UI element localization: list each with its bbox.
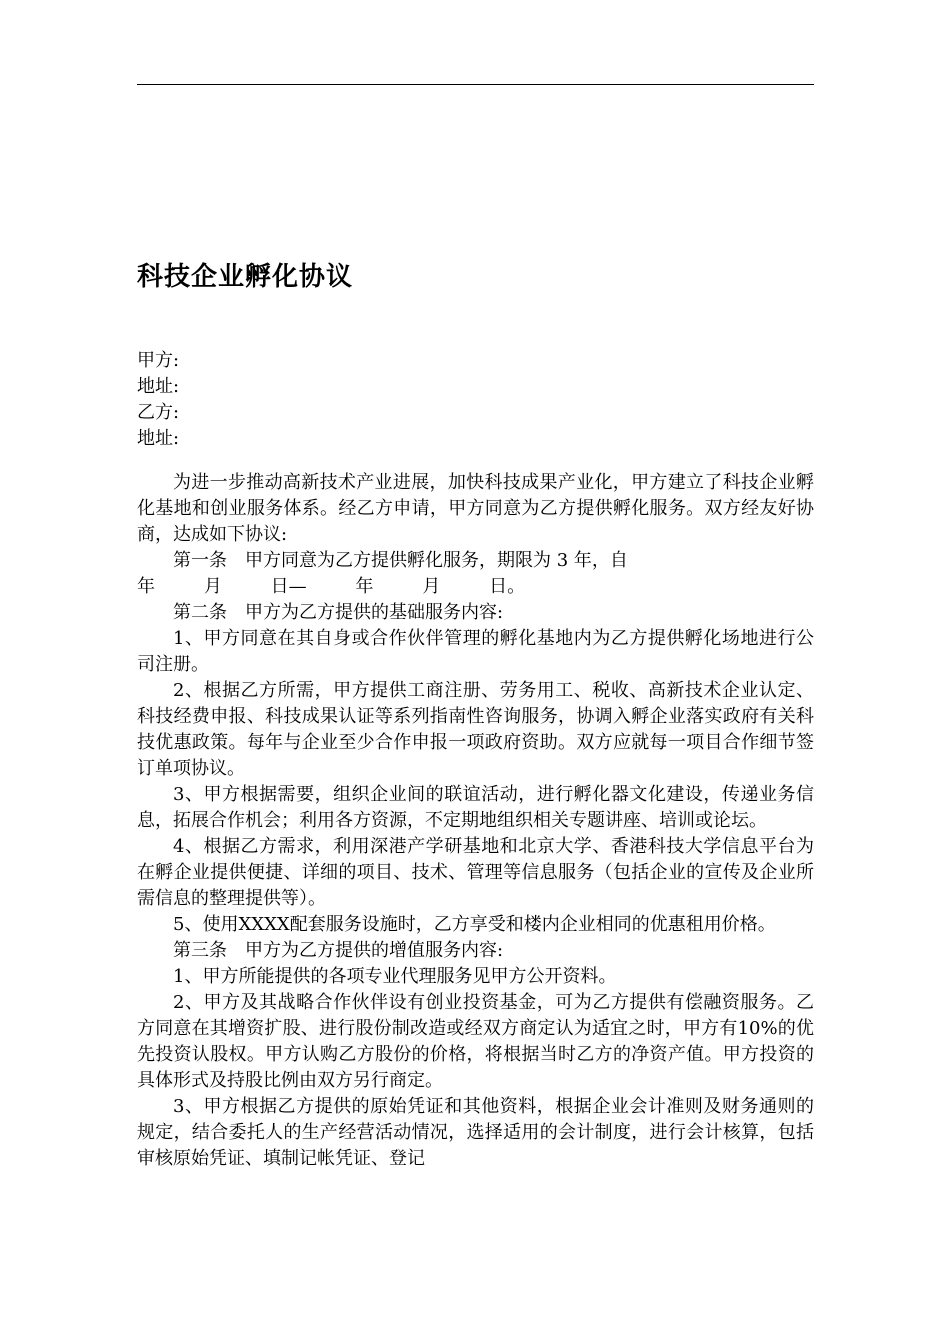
parties-block <box>137 348 179 452</box>
intro-paragraph: 为进一步推动高新技术产业进展，加快科技成果产业化，甲方建立了科技企业孵化基地和创业服务体系。经乙方申请，甲方同意为乙方提供孵化服务。双方经友好协商，达成如下协议: <box>137 472 814 545</box>
party-b-address-label: 地址: <box>137 428 180 449</box>
party-a-label: 甲方: <box>137 350 180 371</box>
article-3-item-2: 2、甲方及其战略合作伙伴设有创业投资基金，可为乙方提供有偿融资服务。乙方同意在其增资扩股、进行股份制改造或经双方商定认为适宜之时，甲方有10%的优先投资认股权。甲方认购乙方股份的价格，将根据当时乙方的净资产值。甲方投资的具体形式及持股比例由双方另行商定。 <box>137 992 814 1091</box>
article-3-item-1: 1、甲方所能提供的各项专业代理服务见甲方公开资料。 <box>173 966 617 987</box>
date-year-end: 年 <box>355 576 374 597</box>
agreement-body <box>137 470 814 1172</box>
article-2-item-5: 5、使用XXXX配套服务设施时，乙方享受和楼内企业相同的优惠租用价格。 <box>173 914 776 935</box>
date-day-end: 日。 <box>489 576 526 597</box>
article-1-date-line <box>137 574 814 600</box>
article-2-heading: 第二条 甲方为乙方提供的基础服务内容: <box>173 602 504 623</box>
party-b-label: 乙方: <box>137 402 180 423</box>
header-rule <box>137 84 814 85</box>
article-1 <box>137 548 814 574</box>
article-2-item-3: 3、甲方根据需要，组织企业间的联谊活动，进行孵化器文化建设，传递业务信息，拓展合作机会；利用各方资源，不定期地组织相关专题讲座、培训或论坛。 <box>137 784 814 831</box>
article-1-text: 第一条 甲方同意为乙方提供孵化服务，期限为 3 年，自 <box>173 550 628 571</box>
article-2-item-4: 4、根据乙方需求，利用深港产学研基地和北京大学、香港科技大学信息平台为在孵企业提供便捷、详细的项目、技术、管理等信息服务（包括企业的宣传及企业所需信息的整理提供等）。 <box>137 836 814 909</box>
date-day-start: 日— <box>270 576 307 597</box>
article-3-item-3: 3、甲方根据乙方提供的原始凭证和其他资料，根据企业会计准则及财务通则的规定，结合委托人的生产经营活动情况，选择适用的会计制度，进行会计核算，包括审核原始凭证、填制记帐凭证、登记 <box>137 1096 814 1169</box>
date-month-start: 月 <box>203 576 222 597</box>
document-title: 科技企业孵化协议 <box>137 262 354 292</box>
party-a-address-label: 地址: <box>137 376 180 397</box>
article-2-item-1: 1、甲方同意在其自身或合作伙伴管理的孵化基地内为乙方提供孵化场地进行公司注册。 <box>137 628 814 675</box>
date-month-end: 月 <box>422 576 441 597</box>
article-2-item-2: 2、根据乙方所需，甲方提供工商注册、劳务用工、税收、高新技术企业认定、科技经费申报、科技成果认证等系列指南性咨询服务，协调入孵企业落实政府有关科技优惠政策。每年与企业至少合作申报一项政府资助。双方应就每一项目合作细节签订单项协议。 <box>137 680 814 779</box>
article-3-heading: 第三条 甲方为乙方提供的增值服务内容: <box>173 940 504 961</box>
date-year-start: 年 <box>137 576 155 597</box>
